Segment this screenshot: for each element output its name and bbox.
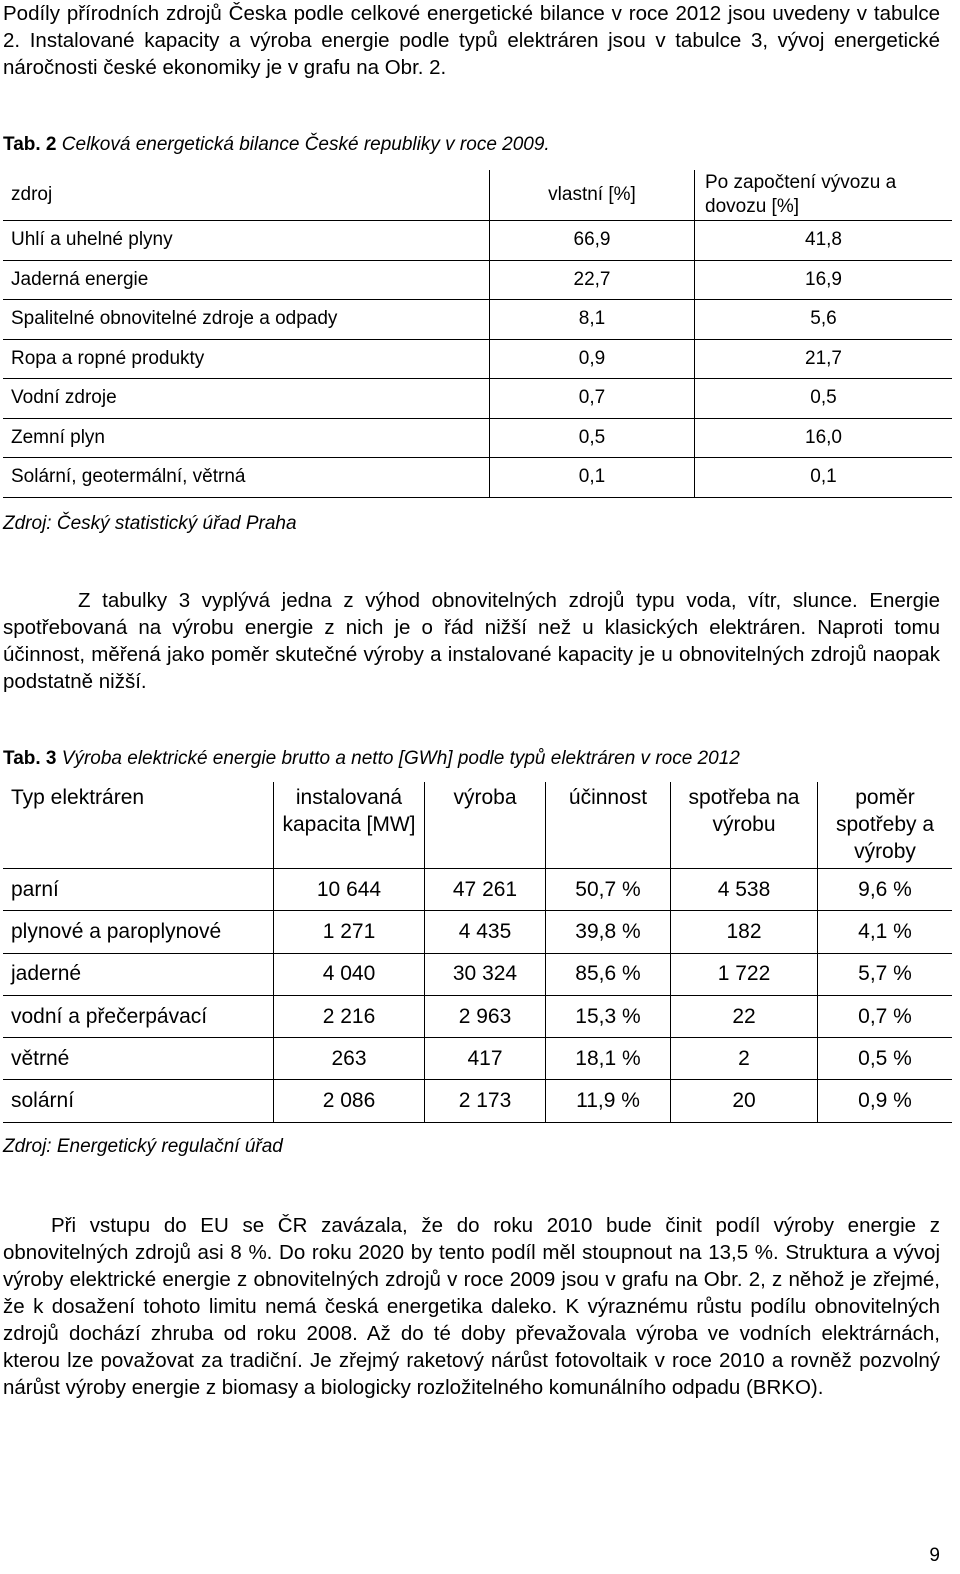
table-cell: 2 216 [274, 995, 425, 1037]
table-cell: 15,3 % [546, 995, 671, 1037]
table-cell: Jaderná energie [3, 260, 490, 300]
final-paragraph: Při vstupu do EU se ČR zavázala, že do roku 2010 bude činit podíl výroby energie z obnovitelných zdrojů asi 8 %. Do roku 2020 by tento podíl měl stoupnout na 13,5 %. Struktura a vývoj výroby elektrické energie z obnovitelných zdrojů v roce 2009 jsou v grafu na Obr. 2, z něhož je zřejmé, že k dosažení tohoto limitu nemá česká energetika daleko. K výraznému růstu podílu obnovitelných zdrojů dochází zhruba od roku 2008. Až do té doby převažovala výroba ve vodních elektrárnách, kterou lze považovat za tradiční. Je zřejmý raketový nárůst fotovoltaik v roce 2010 a rovněž pozvolný nárůst výroby energie z biomasy a biologicky rozložitelného komunálního odpadu (BRKO). [3, 1214, 940, 1399]
table-cell: 5,6 [695, 300, 953, 340]
table-row [3, 458, 952, 498]
table-row [3, 260, 952, 300]
table-cell: 2 [671, 1038, 818, 1080]
table3-header-row [3, 782, 952, 869]
table3-source: Zdroj: Energetický regulační úřad [3, 1136, 283, 1157]
table-cell: 20 [671, 1080, 818, 1122]
table-row [3, 869, 952, 911]
table-cell: 16,0 [695, 418, 953, 458]
power-plants-table [3, 782, 952, 1123]
table-cell: 47 261 [425, 869, 546, 911]
table-cell: 0,1 [695, 458, 953, 498]
middle-paragraph: Z tabulky 3 vyplývá jedna z výhod obnovitelných zdrojů typu voda, vítr, slunce. Energie spotřebovaná na výrobu energie z nich je o řád nižší než u klasických elektráren. Naproti tomu účinnost, měřená jako poměr skutečné výroby a instalované kapacity je u obnovitelných zdrojů naopak podstatně nižší. [3, 589, 940, 693]
table-cell: 22,7 [490, 260, 695, 300]
table-cell: 39,8 % [546, 911, 671, 953]
table-cell: 21,7 [695, 339, 953, 379]
table-row [3, 339, 952, 379]
table-row [3, 911, 952, 953]
table3-caption-label: Tab. 3 [3, 748, 57, 769]
page-number: 9 [929, 1545, 940, 1566]
table-cell: 22 [671, 995, 818, 1037]
table-cell: plynové a paroplynové [3, 911, 274, 953]
table3-header-consumption: spotřeba na výrobu [671, 782, 818, 869]
table-cell: Uhlí a uhelné plyny [3, 221, 490, 261]
table-cell: jaderné [3, 953, 274, 995]
table2-header-adjusted: Po započtení vývozu a dovozu [%] [695, 170, 953, 221]
table-cell: 50,7 % [546, 869, 671, 911]
table-cell: 2 963 [425, 995, 546, 1037]
table-cell: 417 [425, 1038, 546, 1080]
table-cell: parní [3, 869, 274, 911]
table-cell: 0,1 [490, 458, 695, 498]
table2-header-row [3, 170, 952, 221]
table-cell: 182 [671, 911, 818, 953]
table3-header-ratio: poměr spotřeby a výroby [818, 782, 953, 869]
table-cell: 4,1 % [818, 911, 953, 953]
table-cell: 41,8 [695, 221, 953, 261]
table-cell: 0,7 % [818, 995, 953, 1037]
table3-caption-title: Výroba elektrické energie brutto a netto [GWh] podle typů elektráren v roce 2012 [61, 748, 740, 769]
table-cell: solární [3, 1080, 274, 1122]
table-cell: 0,9 [490, 339, 695, 379]
table-cell: 263 [274, 1038, 425, 1080]
table-cell: Zemní plyn [3, 418, 490, 458]
energy-balance-table [3, 170, 952, 498]
table3-header-efficiency: účinnost [546, 782, 671, 869]
table-row [3, 1080, 952, 1122]
table-cell: 18,1 % [546, 1038, 671, 1080]
table-cell: 2 086 [274, 1080, 425, 1122]
table-cell: 1 271 [274, 911, 425, 953]
table-row [3, 953, 952, 995]
table-cell: 9,6 % [818, 869, 953, 911]
table-cell: 4 538 [671, 869, 818, 911]
table-row [3, 300, 952, 340]
table-row [3, 221, 952, 261]
table-cell: Spalitelné obnovitelné zdroje a odpady [3, 300, 490, 340]
table2-header-own: vlastní [%] [490, 170, 695, 221]
table-cell: vodní a přečerpávací [3, 995, 274, 1037]
table-cell: 16,9 [695, 260, 953, 300]
table2-header-source: zdroj [3, 170, 490, 221]
table-cell: 66,9 [490, 221, 695, 261]
table-cell: 5,7 % [818, 953, 953, 995]
table3-header-type: Typ elektráren [3, 782, 274, 869]
table-row [3, 418, 952, 458]
table-row [3, 379, 952, 419]
table-cell: 0,5 % [818, 1038, 953, 1080]
table-row [3, 1038, 952, 1080]
table3-header-production: výroba [425, 782, 546, 869]
table2-caption-label: Tab. 2 [3, 134, 57, 155]
table-cell: 10 644 [274, 869, 425, 911]
intro-paragraph: Podíly přírodních zdrojů Česka podle celkové energetické bilance v roce 2012 jsou uvedeny v tabulce 2. Instalované kapacity a výroba energie podle typů elektráren jsou v tabulce 3, vývoj energetické náročnosti české ekonomiky je v grafu na Obr. 2. [3, 2, 940, 79]
table2-caption [3, 133, 550, 157]
table-cell: 0,5 [695, 379, 953, 419]
table-cell: Vodní zdroje [3, 379, 490, 419]
table-cell: 30 324 [425, 953, 546, 995]
table-cell: 8,1 [490, 300, 695, 340]
table3-caption [3, 747, 740, 771]
table-cell: větrné [3, 1038, 274, 1080]
table2-caption-title: Celková energetická bilance České republiky v roce 2009. [61, 134, 550, 155]
table-cell: 1 722 [671, 953, 818, 995]
table-cell: Ropa a ropné produkty [3, 339, 490, 379]
table-row [3, 995, 952, 1037]
table-cell: 0,7 [490, 379, 695, 419]
table-cell: 2 173 [425, 1080, 546, 1122]
table-cell: Solární, geotermální, větrná [3, 458, 490, 498]
table3-header-capacity: instalovaná kapacita [MW] [274, 782, 425, 869]
table-cell: 85,6 % [546, 953, 671, 995]
table-cell: 0,5 [490, 418, 695, 458]
table-cell: 11,9 % [546, 1080, 671, 1122]
table2-source: Zdroj: Český statistický úřad Praha [3, 513, 297, 534]
table-cell: 4 435 [425, 911, 546, 953]
table-cell: 4 040 [274, 953, 425, 995]
table-cell: 0,9 % [818, 1080, 953, 1122]
